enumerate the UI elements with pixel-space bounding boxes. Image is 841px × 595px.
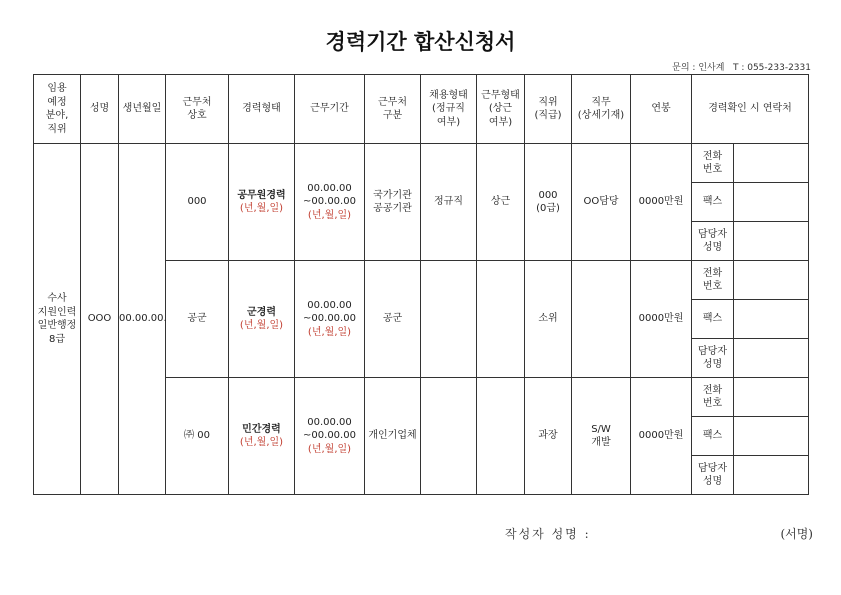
career-type-label: 군경력 bbox=[247, 306, 276, 318]
career-period[interactable] bbox=[295, 261, 365, 378]
header-salary: 연봉 bbox=[631, 75, 692, 144]
career-employment[interactable]: 정규직 bbox=[421, 144, 477, 261]
header-category: 근무처 구분 bbox=[365, 75, 421, 144]
contact-value-manager[interactable] bbox=[734, 222, 809, 261]
header-employment: 채용형태 (정규직 여부) bbox=[421, 75, 477, 144]
career-type-note: (년,월,일) bbox=[239, 437, 284, 448]
career-period[interactable] bbox=[295, 144, 365, 261]
contact-info: 문의 : 인사계 T : 055-233-2331 bbox=[672, 63, 811, 73]
career-rank[interactable]: 000 (0급) bbox=[525, 144, 572, 261]
career-period[interactable] bbox=[295, 378, 365, 495]
career-period-note: (년,월,일) bbox=[307, 209, 352, 221]
career-type-note: (년,월,일) bbox=[239, 203, 284, 214]
career-period-note: (년,월,일) bbox=[307, 326, 352, 338]
contact-label-fax: 팩스 bbox=[692, 183, 734, 222]
career-category[interactable]: 국가기관 공공기관 bbox=[365, 144, 421, 261]
header-work-type: 근무형태 (상근 여부) bbox=[477, 75, 525, 144]
career-category[interactable]: 공군 bbox=[365, 261, 421, 378]
contact-label-phone: 전화 번호 bbox=[692, 261, 734, 300]
career-type[interactable] bbox=[229, 261, 295, 378]
career-type[interactable] bbox=[229, 378, 295, 495]
header-name: 성명 bbox=[81, 75, 119, 144]
contact-label-fax: 팩스 bbox=[692, 300, 734, 339]
page-title: 경력기간 합산신청서 bbox=[325, 30, 516, 54]
header-period: 근무기간 bbox=[295, 75, 365, 144]
career-duty[interactable]: OO담당 bbox=[572, 144, 631, 261]
contact-label-phone: 전화 번호 bbox=[692, 378, 734, 417]
career-employment[interactable] bbox=[421, 261, 477, 378]
career-type-label: 공무원경력 bbox=[237, 189, 286, 201]
career-work-type[interactable]: 상근 bbox=[477, 144, 525, 261]
career-type[interactable] bbox=[229, 144, 295, 261]
contact-label-phone: 전화 번호 bbox=[692, 144, 734, 183]
contact-value-phone[interactable] bbox=[734, 261, 809, 300]
career-company[interactable]: 000 bbox=[166, 144, 229, 261]
career-salary[interactable]: 0000만원 bbox=[631, 378, 692, 495]
contact-label-manager: 담당자 성명 bbox=[692, 339, 734, 378]
contact-label-manager: 담당자 성명 bbox=[692, 222, 734, 261]
contact-value-manager[interactable] bbox=[734, 456, 809, 495]
signature-label: 작성자 성명 : bbox=[505, 527, 591, 541]
contact-value-phone[interactable] bbox=[734, 144, 809, 183]
career-work-type[interactable] bbox=[477, 378, 525, 495]
career-company[interactable]: 공군 bbox=[166, 261, 229, 378]
career-work-type[interactable] bbox=[477, 261, 525, 378]
header-company: 근무처 상호 bbox=[166, 75, 229, 144]
header-position: 임용 예정 분야, 직위 bbox=[34, 75, 81, 144]
header-career-type: 경력형태 bbox=[229, 75, 295, 144]
header-row bbox=[34, 75, 809, 144]
signature-mark: (서명) bbox=[780, 527, 813, 541]
career-row-1 bbox=[34, 144, 809, 183]
career-salary[interactable]: 0000만원 bbox=[631, 261, 692, 378]
applicant-name[interactable]: OOO bbox=[81, 144, 119, 495]
career-employment[interactable] bbox=[421, 378, 477, 495]
contact-label-manager: 담당자 성명 bbox=[692, 456, 734, 495]
career-salary[interactable]: 0000만원 bbox=[631, 144, 692, 261]
header-birth: 생년월일 bbox=[119, 75, 166, 144]
career-duty[interactable] bbox=[572, 261, 631, 378]
career-type-label: 민간경력 bbox=[242, 423, 281, 435]
career-period-value: 00.00.00 ~00.00.00 bbox=[303, 416, 356, 442]
career-period-value: 00.00.00 ~00.00.00 bbox=[303, 299, 356, 325]
career-rank[interactable]: 소위 bbox=[525, 261, 572, 378]
career-application-table bbox=[33, 74, 809, 495]
career-rank[interactable]: 과장 bbox=[525, 378, 572, 495]
header-duty: 직무 (상세기재) bbox=[572, 75, 631, 144]
career-period-value: 00.00.00 ~00.00.00 bbox=[303, 182, 356, 208]
contact-value-fax[interactable] bbox=[734, 417, 809, 456]
applicant-position[interactable]: 수사 지원인력 일반행정 8급 bbox=[34, 144, 81, 495]
career-period-note: (년,월,일) bbox=[307, 443, 352, 455]
contact-value-phone[interactable] bbox=[734, 378, 809, 417]
contact-value-manager[interactable] bbox=[734, 339, 809, 378]
contact-value-fax[interactable] bbox=[734, 183, 809, 222]
contact-value-fax[interactable] bbox=[734, 300, 809, 339]
header-contact: 경력확인 시 연락처 bbox=[692, 75, 809, 144]
career-category[interactable]: 개인기업체 bbox=[365, 378, 421, 495]
career-company[interactable]: ㈜ 00 bbox=[166, 378, 229, 495]
contact-label-fax: 팩스 bbox=[692, 417, 734, 456]
career-duty[interactable]: S/W 개발 bbox=[572, 378, 631, 495]
career-type-note: (년,월,일) bbox=[239, 320, 284, 331]
applicant-birth[interactable]: 00.00.00. bbox=[119, 144, 166, 495]
header-rank: 직위 (직급) bbox=[525, 75, 572, 144]
